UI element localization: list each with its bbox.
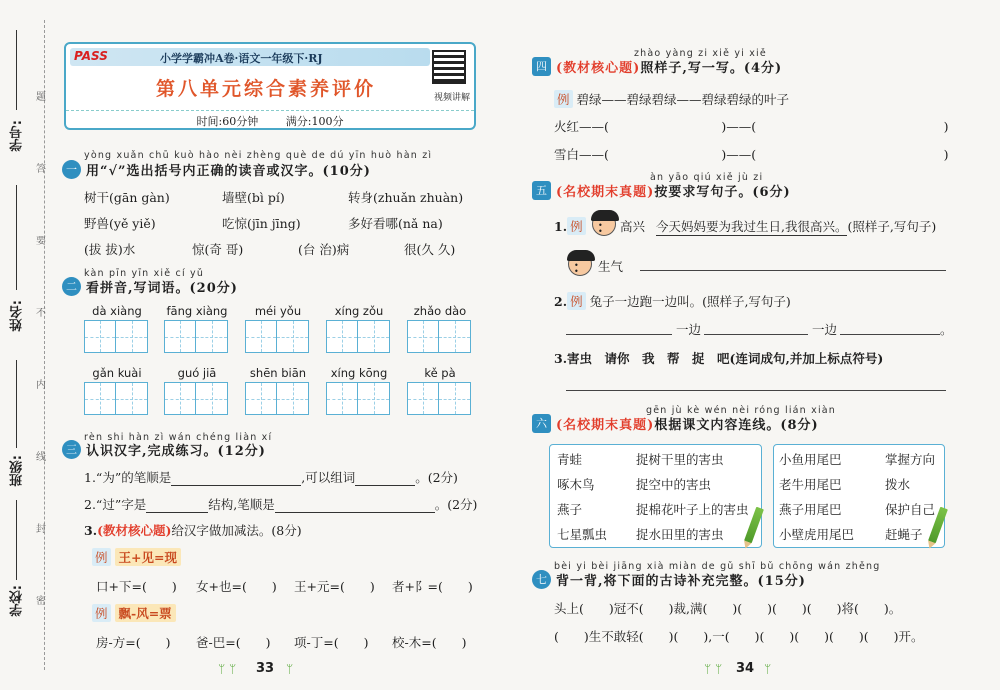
exam-header bbox=[64, 42, 476, 130]
angry-girl-icon: • • bbox=[568, 252, 592, 276]
section-pinyin: kàn pīn yīn xiě cí yǔ bbox=[84, 268, 205, 279]
seal-dashed-line bbox=[44, 20, 45, 670]
word-pinyin: méi yǒu bbox=[254, 304, 302, 318]
example-text: 碧绿——碧绿碧绿——碧绿碧绿的叶子 bbox=[576, 92, 790, 107]
word-pinyin: shēn biān bbox=[249, 366, 307, 380]
sprout-icon: ᛘ bbox=[286, 662, 294, 676]
name-label: 姓名: bbox=[10, 300, 25, 332]
choice-item[interactable]: 转身(zhuǎn zhuàn) bbox=[348, 190, 464, 205]
section-tag: (名校期末真题) bbox=[556, 185, 655, 200]
poem-line[interactable]: ( )生不敢轻( )( ),一( )( )( )( )( )开。 bbox=[554, 629, 924, 644]
section-title: 认识汉字,完成练习。(12分) bbox=[86, 444, 266, 459]
section-pinyin: àn yāo qiú xiě jù zi bbox=[650, 172, 764, 183]
answer-line[interactable] bbox=[840, 334, 940, 335]
example-tag: 例 bbox=[567, 292, 586, 310]
exam-time: 时间:60分钟 bbox=[196, 115, 259, 128]
section-title: 按要求写句子。(6分) bbox=[654, 185, 791, 200]
section-pinyin: yòng xuǎn chū kuò hào nèi zhèng què de dú yīn huò hàn zì bbox=[84, 150, 433, 161]
word-pinyin: xíng kōng bbox=[330, 366, 388, 380]
answer-blank[interactable] bbox=[171, 470, 301, 486]
choice-item[interactable]: 很(久 久) bbox=[404, 242, 456, 257]
choice-item[interactable]: 墙壁(bì pí) bbox=[222, 190, 285, 205]
question-text: ,可以组词 bbox=[301, 470, 356, 485]
word-pinyin: xíng zǒu bbox=[334, 304, 384, 318]
school-line[interactable] bbox=[16, 500, 17, 580]
matching-box-insects bbox=[549, 444, 762, 548]
class-line[interactable] bbox=[16, 360, 17, 448]
section-2-heading bbox=[62, 277, 238, 296]
question-text: 结构,笔顺是 bbox=[208, 497, 275, 512]
answer-blank[interactable] bbox=[146, 497, 208, 513]
add-item[interactable]: 者+阝=( ) bbox=[392, 579, 473, 594]
page-title: 第八单元综合素养评价 bbox=[156, 78, 377, 100]
section-4-heading bbox=[532, 57, 782, 76]
qr-code-icon[interactable] bbox=[432, 50, 466, 84]
q3-text: 3.害虫 请你 我 帮 捉 吧(连词成句,并加上标点符号) bbox=[554, 351, 884, 366]
match-right-item[interactable]: 拨水 bbox=[885, 477, 911, 492]
q2-example bbox=[554, 292, 791, 310]
fill-item[interactable]: 雪白——( )——( ) bbox=[554, 147, 949, 162]
answer-line[interactable] bbox=[640, 270, 946, 271]
question-text: 给汉字做加减法。(8分) bbox=[171, 523, 302, 538]
seal-mark: 答 bbox=[36, 164, 46, 175]
seal-mark: 要 bbox=[36, 236, 46, 247]
add-item[interactable]: 王+元=( ) bbox=[294, 579, 375, 594]
match-left-item[interactable]: 燕子用尾巴 bbox=[779, 502, 842, 517]
section-title: 照样子,写一写。(4分) bbox=[640, 61, 783, 76]
example-tag: 例 bbox=[567, 217, 586, 235]
section-number: 四 bbox=[532, 57, 551, 76]
question-text: 2.“过”字是 bbox=[84, 497, 147, 512]
section-7-heading bbox=[532, 570, 806, 589]
match-right-item[interactable]: 赶蝇子 bbox=[885, 527, 923, 542]
match-left-item[interactable]: 小鱼用尾巴 bbox=[779, 452, 842, 467]
word-pinyin: dà xiàng bbox=[92, 304, 142, 318]
word-pinyin: gǎn kuài bbox=[92, 366, 142, 380]
series-bar bbox=[70, 48, 430, 66]
binding-margin bbox=[0, 0, 58, 690]
example-sentence: 今天妈妈要为我过生日,我很高兴。 bbox=[656, 219, 848, 234]
example-text: 王+见=现 bbox=[115, 548, 181, 566]
seal-mark: 内 bbox=[36, 380, 46, 391]
choice-item[interactable]: 树干(gān gàn) bbox=[84, 190, 170, 205]
match-right-item[interactable]: 捉空中的害虫 bbox=[636, 477, 712, 492]
question-1 bbox=[84, 468, 458, 486]
choice-item[interactable]: 野兽(yě yiě) bbox=[84, 216, 156, 231]
q1-word-2: 生气 bbox=[598, 259, 624, 274]
q1-example bbox=[554, 217, 586, 235]
seal-mark: 密 bbox=[36, 596, 46, 607]
sprout-icon: ᛘ ᛘ bbox=[704, 662, 723, 676]
answer-line[interactable] bbox=[704, 334, 808, 335]
seal-mark: 不 bbox=[36, 308, 46, 319]
match-left-item[interactable]: 七星瓢虫 bbox=[557, 527, 608, 542]
example-tag: 例 bbox=[92, 604, 111, 622]
section-number: 七 bbox=[532, 570, 551, 589]
answer-line[interactable] bbox=[566, 334, 672, 335]
word-pinyin: kě pà bbox=[424, 366, 456, 380]
section-pinyin: rèn shi hàn zì wán chéng liàn xí bbox=[84, 432, 273, 443]
school-label: 学校: bbox=[10, 585, 25, 617]
q2-connector: 一边 bbox=[676, 322, 702, 337]
page-number: 33 bbox=[256, 661, 275, 676]
choice-item[interactable]: 多好看哪(nǎ na) bbox=[348, 216, 443, 231]
example bbox=[554, 90, 789, 108]
choice-item[interactable]: (拔 拔)水 bbox=[84, 242, 136, 257]
section-5-heading bbox=[532, 181, 791, 200]
section-number: 一 bbox=[62, 160, 81, 179]
question-text: 。(2分) bbox=[415, 470, 458, 485]
subtract-item[interactable]: 房-方=( ) bbox=[96, 635, 171, 650]
match-right-item[interactable]: 捉树干里的害虫 bbox=[636, 452, 724, 467]
answer-blank[interactable] bbox=[275, 497, 435, 513]
word-pinyin: zhǎo dào bbox=[413, 304, 467, 318]
writing-grid[interactable] bbox=[326, 320, 390, 353]
q2-period: 。 bbox=[940, 322, 953, 337]
section-title: 用“√”选出括号内正确的读音或汉字。(10分) bbox=[86, 164, 371, 179]
writing-grid[interactable] bbox=[84, 382, 148, 415]
subtract-item[interactable]: 校-木=( ) bbox=[392, 635, 467, 650]
page-number: 34 bbox=[736, 661, 755, 676]
section-pinyin: gēn jù kè wén nèi róng lián xiàn bbox=[646, 405, 837, 416]
example-sentence: 兔子一边跑一边叫。(照样子,写句子) bbox=[589, 294, 791, 309]
sprout-icon: ᛘ ᛘ bbox=[218, 662, 237, 676]
match-left-item[interactable]: 啄木鸟 bbox=[557, 477, 595, 492]
word-pinyin: fāng xiàng bbox=[166, 304, 228, 318]
poem-line[interactable]: 头上( )冠不( )裁,满( )( )( )( )将( )。 bbox=[554, 601, 902, 616]
match-left-item[interactable]: 老牛用尾巴 bbox=[779, 477, 842, 492]
example-tag: 例 bbox=[554, 90, 573, 108]
seal-mark: 题 bbox=[36, 92, 46, 103]
fill-item[interactable]: 火红——( )——( ) bbox=[554, 119, 949, 134]
section-number: 五 bbox=[532, 181, 551, 200]
question-number: 3. bbox=[84, 523, 98, 538]
match-right-item[interactable]: 捉水田里的害虫 bbox=[636, 527, 724, 542]
happy-girl-icon: • • bbox=[592, 212, 616, 236]
writing-grid[interactable] bbox=[164, 320, 228, 353]
question-2 bbox=[84, 495, 477, 513]
writing-grid[interactable] bbox=[245, 382, 309, 415]
pass-logo: PASS bbox=[74, 49, 108, 63]
section-tag: (名校期末真题) bbox=[556, 418, 655, 433]
time-score-bar bbox=[66, 110, 474, 128]
section-title: 根据课文内容连线。(8分) bbox=[654, 418, 819, 433]
q1-word: 高兴 bbox=[620, 219, 646, 234]
student-id-line[interactable] bbox=[16, 30, 17, 110]
seal-mark: 封 bbox=[36, 524, 46, 535]
exam-score: 满分:100分 bbox=[285, 115, 344, 128]
writing-grid[interactable] bbox=[245, 320, 309, 353]
q2-connector: 一边 bbox=[812, 322, 838, 337]
writing-grid[interactable] bbox=[407, 382, 471, 415]
choice-item[interactable]: (台 治)病 bbox=[298, 242, 350, 257]
section-pinyin: zhào yàng zi xiě yi xiě bbox=[634, 48, 767, 59]
choice-item[interactable]: 惊(奇 哥) bbox=[192, 242, 244, 257]
question-number: 1. bbox=[554, 219, 568, 234]
match-right-item[interactable]: 捉棉花叶子上的害虫 bbox=[636, 502, 749, 517]
section-title: 背一背,将下面的古诗补充完整。(15分) bbox=[556, 574, 806, 589]
section-number: 六 bbox=[532, 414, 551, 433]
choice-item[interactable]: 吃惊(jīn jīng) bbox=[222, 216, 301, 231]
section-1-heading bbox=[62, 160, 371, 179]
word-pinyin: guó jiā bbox=[177, 366, 217, 380]
example-2 bbox=[92, 604, 176, 622]
match-left-item[interactable]: 青蛙 bbox=[557, 452, 583, 467]
writing-grid[interactable] bbox=[164, 382, 228, 415]
sprout-icon: ᛘ bbox=[764, 662, 772, 676]
example-text: 飘-风=票 bbox=[115, 604, 176, 622]
answer-blank[interactable] bbox=[355, 470, 415, 486]
question-hint: (照样子,写句子) bbox=[847, 219, 937, 234]
matching-box-tails bbox=[773, 444, 945, 548]
question-3 bbox=[84, 521, 302, 539]
section-number: 三 bbox=[62, 440, 81, 459]
match-right-item[interactable]: 保护自己 bbox=[885, 502, 936, 517]
add-item[interactable]: 口+下=( ) bbox=[96, 579, 177, 594]
student-id-label: 学号: bbox=[10, 120, 25, 152]
section-6-heading bbox=[532, 414, 819, 433]
subtract-item[interactable]: 项-丁=( ) bbox=[294, 635, 369, 650]
writing-grid[interactable] bbox=[84, 320, 148, 353]
add-item[interactable]: 女+也=( ) bbox=[196, 579, 277, 594]
writing-grid[interactable] bbox=[407, 320, 471, 353]
section-3-heading bbox=[62, 440, 266, 459]
match-left-item[interactable]: 燕子 bbox=[557, 502, 583, 517]
class-label: 班级: bbox=[10, 455, 25, 487]
example-1 bbox=[92, 548, 181, 566]
section-tag: (教材核心题) bbox=[556, 61, 641, 76]
seal-mark: 线 bbox=[36, 452, 46, 463]
section-title: 看拼音,写词语。(20分) bbox=[86, 281, 238, 296]
match-right-item[interactable]: 掌握方向 bbox=[885, 452, 936, 467]
question-tag: (教材核心题) bbox=[97, 523, 172, 538]
example-tag: 例 bbox=[92, 548, 111, 566]
series-title: 小学学霸冲A卷·语文一年级下·RJ bbox=[160, 52, 323, 65]
writing-grid[interactable] bbox=[326, 382, 390, 415]
name-line[interactable] bbox=[16, 185, 17, 290]
answer-line[interactable] bbox=[566, 390, 946, 391]
section-pinyin: bèi yi bèi jiāng xià miàn de gǔ shī bǔ chōng wán zhěng bbox=[554, 561, 881, 572]
section-number: 二 bbox=[62, 277, 81, 296]
question-number: 2. bbox=[554, 294, 568, 309]
q1-sentence bbox=[656, 217, 936, 236]
match-left-item[interactable]: 小壁虎用尾巴 bbox=[779, 527, 855, 542]
question-text: 。(2分) bbox=[434, 497, 478, 512]
question-text: 1.“为”的笔顺是 bbox=[84, 470, 172, 485]
subtract-item[interactable]: 爸-巴=( ) bbox=[196, 635, 271, 650]
qr-caption: 视频讲解 bbox=[433, 93, 470, 103]
